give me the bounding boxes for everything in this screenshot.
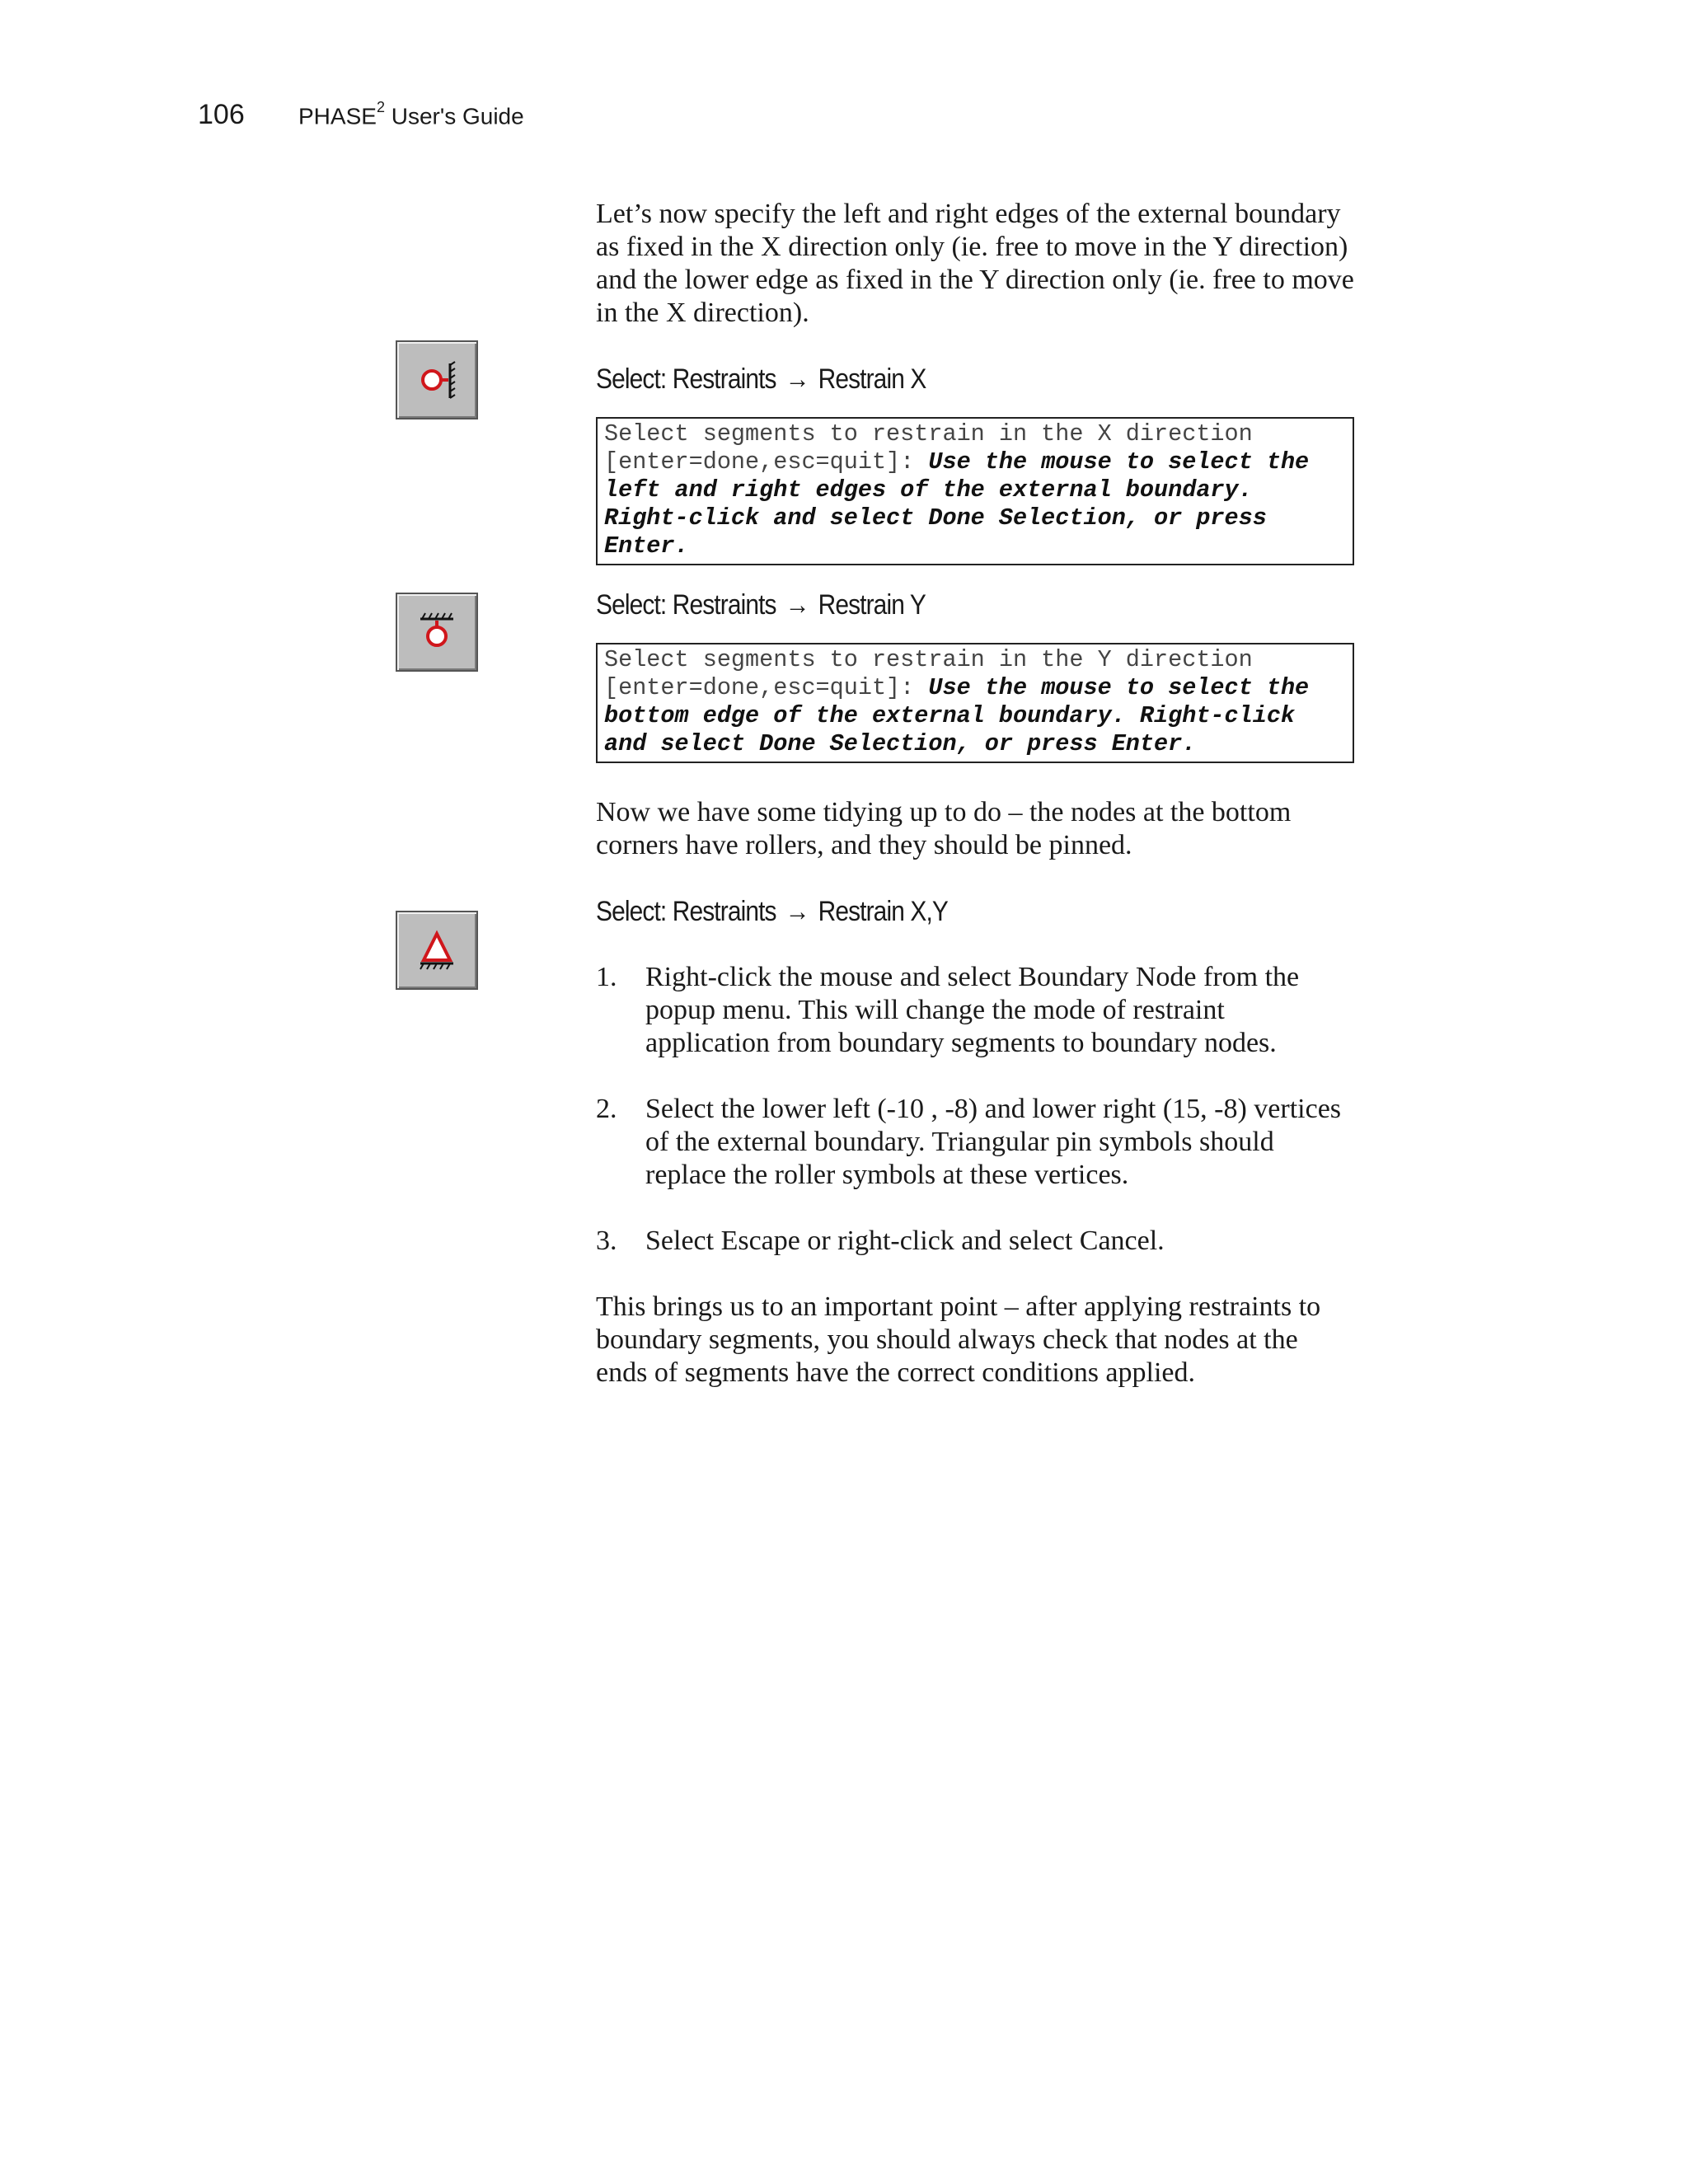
restrain-y-icon — [414, 609, 460, 655]
page-header — [198, 99, 524, 131]
list-item: 1. Right-click the mouse and select Boundary Node from the popup menu. This will change the mode of restraint application from boundary segments to boundary nodes. — [596, 962, 1300, 1058]
main-content — [596, 198, 1354, 1390]
arrow-icon: → — [785, 363, 809, 395]
restrain-x-button[interactable] — [396, 340, 478, 419]
list-spacer — [596, 1060, 1354, 1093]
prompt-box-y: Select segments to restrain in the Y direction [enter=done,esc=quit]: Use the mouse to select the bottom edge of the external boundary. Right-click and select Done Selection, or press Enter. — [596, 643, 1354, 763]
list-item: 2. Select the lower left (-10 , -8) and lower right (15, -8) vertices of the external boundary. Triangular pin symbols should replace the roller symbols at these vertices. — [596, 1094, 1342, 1190]
step-restrain-xy: Select: Restraints → Restrain X,Y — [596, 896, 948, 927]
list-item: 3. Select Escape or right-click and select Cancel. — [596, 1226, 1165, 1256]
conclusion-paragraph: This brings us to an important point – after applying restraints to boundary segments, you should always check that nodes at the ends of segments have the correct conditions applied. — [596, 1291, 1321, 1388]
restrain-xy-button[interactable] — [396, 911, 478, 990]
arrow-icon: → — [785, 896, 809, 927]
running-title: PHASE$^2$ User's Guide — [298, 98, 524, 129]
arrow-icon: → — [785, 589, 809, 621]
restrain-xy-icon — [414, 927, 460, 973]
prompt-box-x: Select segments to restrain in the X direction [enter=done,esc=quit]: Use the mouse to select the left and right edges of the external boundary. Right-click and select Done Selection, or press Enter. — [596, 417, 1354, 565]
page-number: 106 — [198, 99, 245, 130]
restrain-x-icon — [414, 357, 460, 403]
restrain-y-button[interactable] — [396, 593, 478, 672]
intro-paragraph: Let’s now specify the left and right edges of the external boundary as fixed in the X direction only (ie. free to move in the Y direction) and the lower edge as fixed in the Y direction only (ie. free to move in the X direction). — [596, 199, 1354, 328]
step-restrain-x: Select: Restraints → Restrain X — [596, 363, 926, 395]
step-restrain-y: Select: Restraints → Restrain Y — [596, 589, 926, 621]
list-spacer — [596, 1192, 1354, 1225]
numbered-steps — [596, 961, 1354, 1258]
tidy-paragraph: Now we have some tidying up to do – the nodes at the bottom corners have rollers, and they should be pinned. — [596, 797, 1292, 860]
